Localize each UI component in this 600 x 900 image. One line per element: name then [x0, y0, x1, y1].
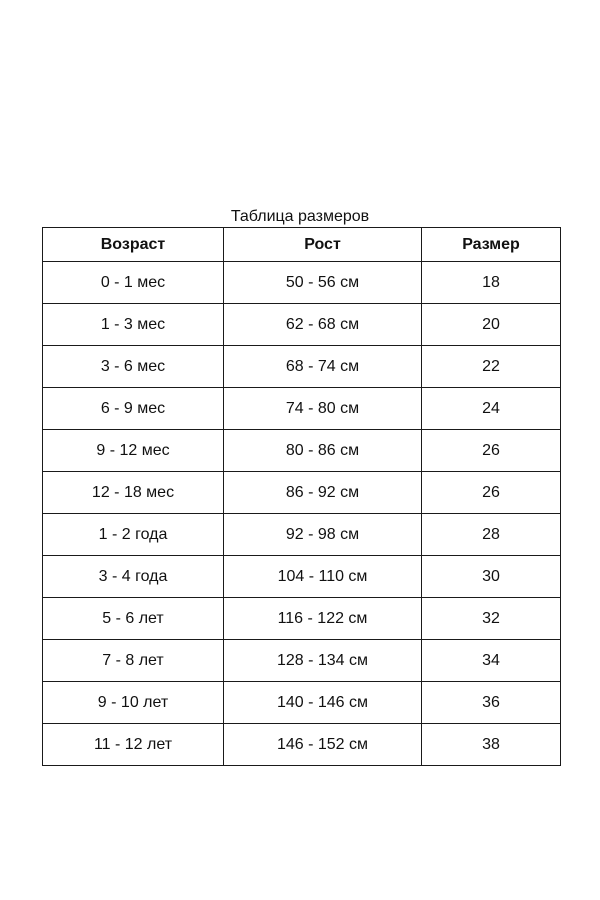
header-size: Размер	[422, 228, 561, 262]
cell-height: 128 - 134 см	[224, 640, 422, 682]
table-title: Таблица размеров	[230, 208, 370, 225]
table-row	[43, 430, 561, 472]
cell-height: 146 - 152 см	[224, 724, 422, 766]
cell-size: 18	[422, 262, 561, 304]
table-row	[43, 304, 561, 346]
cell-height: 116 - 122 см	[224, 598, 422, 640]
header-height: Рост	[224, 228, 422, 262]
cell-age: 0 - 1 мес	[43, 262, 224, 304]
cell-size: 22	[422, 346, 561, 388]
table-row	[43, 388, 561, 430]
cell-size: 26	[422, 472, 561, 514]
header-row	[43, 228, 561, 262]
cell-age: 12 - 18 мес	[43, 472, 224, 514]
cell-size: 34	[422, 640, 561, 682]
cell-height: 50 - 56 см	[224, 262, 422, 304]
table-row	[43, 640, 561, 682]
size-table	[42, 227, 561, 766]
cell-age: 1 - 2 года	[43, 514, 224, 556]
table-row	[43, 514, 561, 556]
cell-age: 6 - 9 мес	[43, 388, 224, 430]
table-row	[43, 682, 561, 724]
cell-height: 86 - 92 см	[224, 472, 422, 514]
cell-size: 30	[422, 556, 561, 598]
cell-height: 68 - 74 см	[224, 346, 422, 388]
cell-age: 5 - 6 лет	[43, 598, 224, 640]
table-header	[43, 228, 561, 262]
cell-age: 9 - 12 мес	[43, 430, 224, 472]
table-row	[43, 472, 561, 514]
cell-age: 3 - 6 мес	[43, 346, 224, 388]
cell-size: 24	[422, 388, 561, 430]
cell-age: 1 - 3 мес	[43, 304, 224, 346]
cell-age: 3 - 4 года	[43, 556, 224, 598]
table-row	[43, 262, 561, 304]
cell-age: 9 - 10 лет	[43, 682, 224, 724]
cell-age: 7 - 8 лет	[43, 640, 224, 682]
header-age: Возраст	[43, 228, 224, 262]
cell-size: 36	[422, 682, 561, 724]
cell-size: 28	[422, 514, 561, 556]
cell-height: 140 - 146 см	[224, 682, 422, 724]
table-row	[43, 598, 561, 640]
cell-height: 104 - 110 см	[224, 556, 422, 598]
table-row	[43, 724, 561, 766]
table-row	[43, 556, 561, 598]
cell-height: 74 - 80 см	[224, 388, 422, 430]
table-row	[43, 346, 561, 388]
cell-size: 38	[422, 724, 561, 766]
cell-height: 80 - 86 см	[224, 430, 422, 472]
cell-size: 32	[422, 598, 561, 640]
cell-size: 20	[422, 304, 561, 346]
table-body	[43, 262, 561, 766]
cell-size: 26	[422, 430, 561, 472]
cell-age: 11 - 12 лет	[43, 724, 224, 766]
cell-height: 92 - 98 см	[224, 514, 422, 556]
cell-height: 62 - 68 см	[224, 304, 422, 346]
